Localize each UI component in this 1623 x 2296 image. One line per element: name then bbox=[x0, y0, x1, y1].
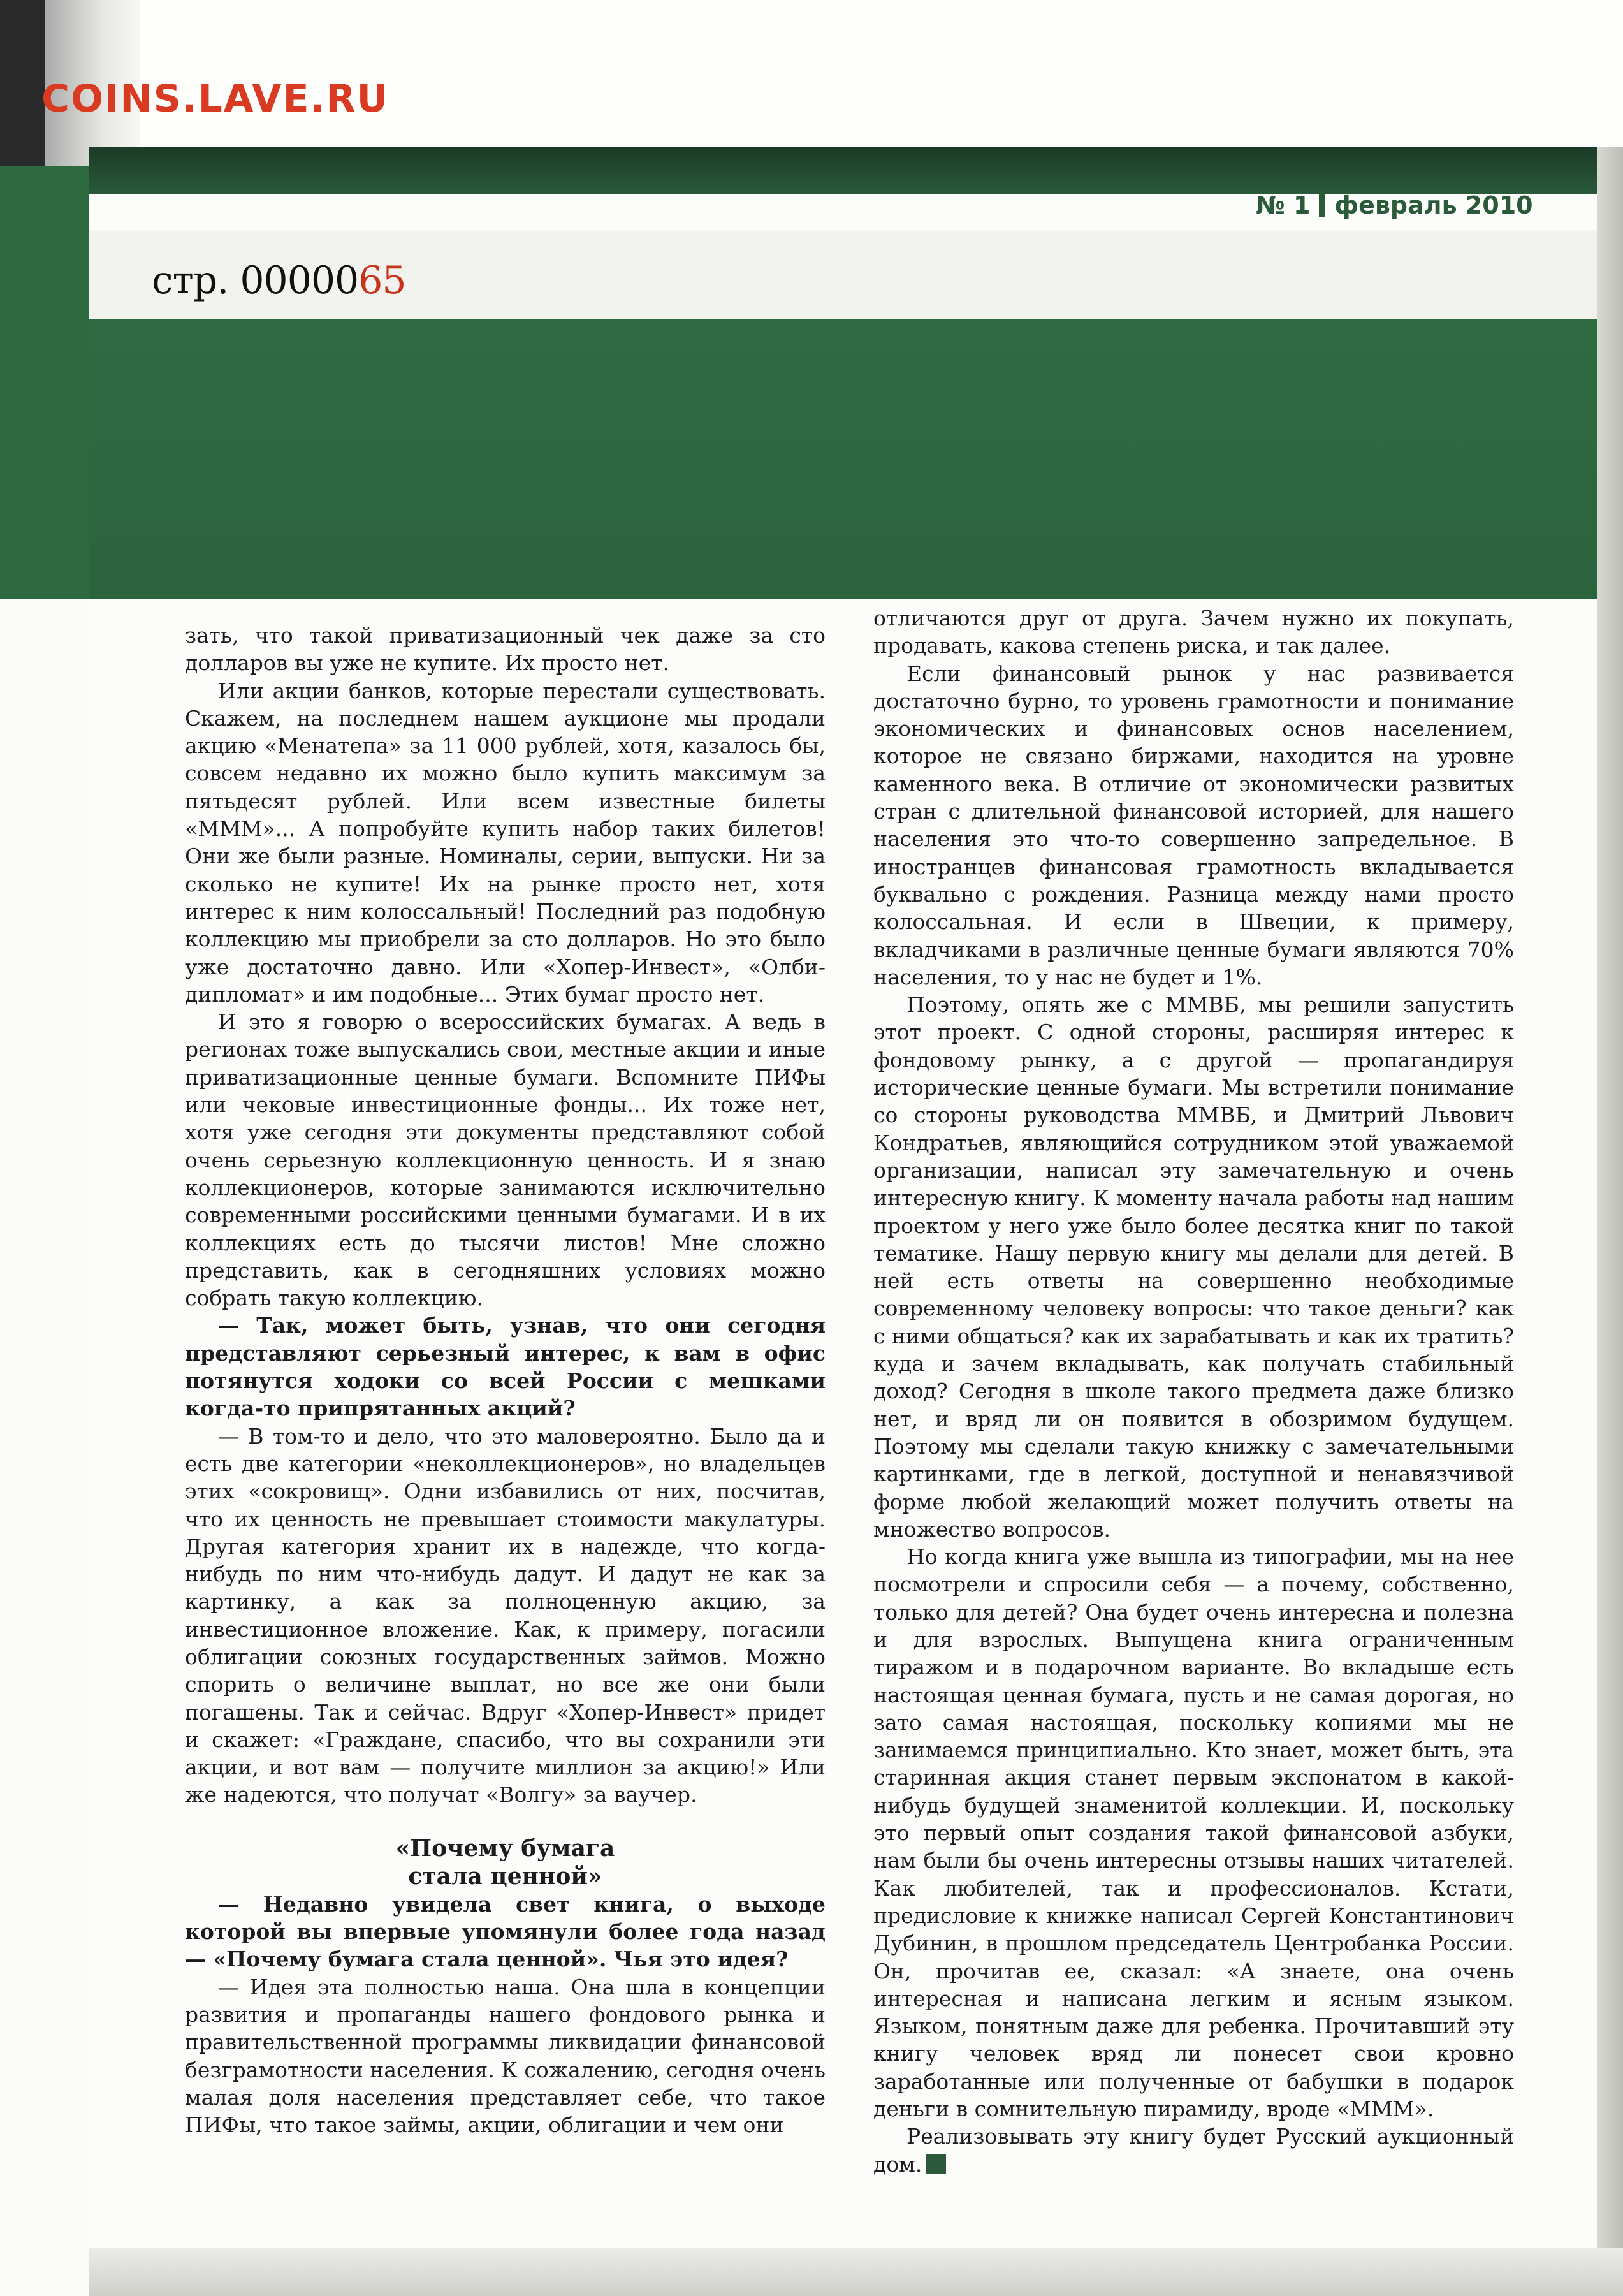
interview-question: — Недавно увидела свет книга, о выходе которой вы впервые упомянули более года назад — «Почему бумага стала ценной». Чья это идея? bbox=[185, 1891, 826, 1972]
page-right-edge bbox=[1597, 147, 1623, 2296]
top-page-strip bbox=[89, 147, 1623, 194]
issue-number: № 1 bbox=[1256, 191, 1311, 219]
paragraph: Поэтому, опять же с ММВБ, мы решили запустить этот проект. С одной стороны, расширяя интерес к фондовому рынку, а с другой — пропагандируя исторические ценные бумаги. Мы встретили понимание со стороны руководства ММВБ, и Дмитрий Львович Кондратьев, являющийся сотрудником этой уважаемой организации, написал эту замечательную и очень интересную книгу. К моменту начала работы над нашим проектом у него уже было более десятка книг по такой тематике. Нашу первую книгу мы делали для детей. В ней есть ответы на совершенно необходимые современному человеку вопросы: что такое деньги? как с ними общаться? как их зарабатывать и как их тратить? куда и зачем вкладывать, как получать стабильный доход? Сегодня в школе такого предмета даже близко нет, и вряд ли он появится в обозримом будущем. Поэтому мы сделали такую книжку с замечательными картинками, где в легкой, доступной и ненавязчивой форме любой желающий может получить ответы на множество вопросов. bbox=[873, 992, 1514, 1542]
paragraph: — В том-то и дело, что это маловероятно. Было да и есть две категории «неколлекционеров», но владельцев этих «сокровищ». Одни избавились от них, посчитав, что их ценность не превышает стоимости макулатуры. Другая категория хранит их в надежде, что когда-нибудь по ним что-нибудь дадут. И дадут не как за картинку, а как за полноценную акцию, за инвестиционное вложение. Как, к примеру, погасили облигации союзных государственных займов. Можно спорить о величине выплат, но все же они были погашены. Так и сейчас. Вдруг «Хопер-Инвест» придет и скажет: «Граждане, спасибо, что вы сохранили эти акции, и вот вам — получите миллион за акцию!» Или же надеются, что получат «Волгу» за ваучер. bbox=[185, 1423, 826, 1808]
interview-question: — Так, может быть, узнав, что они сегодня представляют серьезный интерес, к вам в офис потянутся ходоки со всей России с мешками когда-то припрятанных акций? bbox=[185, 1313, 826, 1421]
section-heading bbox=[185, 1834, 826, 1890]
paragraph: отличаются друг от друга. Зачем нужно их покупать, продавать, какова степень риска, и так далее. bbox=[873, 606, 1514, 659]
green-header-band bbox=[89, 319, 1623, 599]
section-heading-line: стала ценной» bbox=[408, 1862, 602, 1890]
paragraph: — Идея эта полностью наша. Она шла в концепции развития и пропаганды нашего фондового рынка и правительственной программы ликвидации финансовой безграмотности населения. К сожалению, сегодня очень малая доля населения представляет себе, что такое ПИФы, что такое займы, акции, облигации и чем они bbox=[185, 1974, 826, 2138]
issue-info bbox=[1256, 191, 1533, 219]
paragraph: зать, что такой приватизационный чек даже за сто долларов вы уже не купите. Их просто нет. bbox=[185, 623, 826, 676]
page-number-prefix: стр. 00000 bbox=[152, 258, 359, 303]
closing-text: Реализовывать эту книгу будет Русский аукционный дом. bbox=[873, 2124, 1514, 2177]
paragraph: Или акции банков, которые перестали существовать. Скажем, на последнем нашем аукционе мы продали акцию «Менатепа» за 11 000 рублей, хотя, казалось бы, совсем недавно их можно было купить максимум за пятьдесят рублей. Или всем известные билеты «МММ»... А попробуйте купить набор таких билетов! Они же были разные. Номиналы, серии, выпуски. Ни за сколько не купите! Их на рынке просто нет, хотя интерес к ним колоссальный! Последний раз подобную коллекцию мы приобрели за сто долларов. Но это было уже достаточно давно. Или «Хопер-Инвест», «Олби-дипломат» и им подобные... Этих бумаг просто нет. bbox=[185, 678, 826, 1007]
article-column-right bbox=[873, 604, 1514, 2178]
paragraph: Если финансовый рынок у нас развивается достаточно бурно, то уровень грамотности и понимание экономических и финансовых основ населением, которое не связано биржами, находится на уровне каменного века. В отличие от экономически развитых стран с длительной финансовой историей, для нашего населения это что-то совершенно запредельное. В иностранцев финансовая грамотность вкладывается буквально с рождения. Разница между нами просто колоссальная. И если в Швеции, к примеру, вкладчиками в различные ценные бумаги являются 70% населения, то у нас не будет и 1%. bbox=[873, 661, 1514, 990]
issue-separator bbox=[1319, 192, 1325, 217]
paragraph: И это я говорю о всероссийских бумагах. А ведь в регионах тоже выпускались свои, местные акции и иные приватизационные ценные бумаги. Вспомните ПИФы или чековые инвестиционные фонды... Их тоже нет, хотя уже сегодня эти документы представляют собой очень серьезную коллекционную ценность. И я знаю коллекционеров, которые занимаются исключительно современными российскими ценными бумагами. И в их коллекциях есть до тысячи листов! Мне сложно представить, как в сегодняшних условиях можно собрать такую коллекцию. bbox=[185, 1009, 826, 1311]
closing-paragraph bbox=[873, 2123, 1514, 2178]
page-number bbox=[152, 258, 406, 303]
section-heading-line: «Почему бумага bbox=[395, 1834, 615, 1862]
watermark: COINS.LAVE.RU bbox=[41, 77, 389, 121]
page-number-value: 65 bbox=[358, 258, 406, 303]
article-column-left bbox=[185, 622, 826, 2139]
page-bottom-edge bbox=[89, 2248, 1623, 2296]
issue-date: февраль 2010 bbox=[1334, 191, 1533, 219]
paragraph: Но когда книга уже вышла из типографии, мы на нее посмотрели и спросили себя — а почему, собственно, только для детей? Она будет очень интересна и полезна и для взрослых. Выпущена книга ограниченным тиражом и в подарочном варианте. Во вкладыше есть настоящая ценная бумага, пусть и не самая дорогая, но зато самая настоящая, поскольку копиями мы не занимаемся принципиально. Кто знает, может быть, эта старинная акция станет первым экспонатом в какой-нибудь будущей знаменитой коллекции. И, поскольку это первый опыт создания такой финансовой азбуки, нам были бы очень интересны отзывы наших читателей. Как любителей, так и профессионалов. Кстати, предисловие к книжке написал Сергей Константинович Дубинин, в прошлом председатель Центробанка России. Он, прочитав ее, сказал: «А знаете, она очень интересная и написана легким и ясным языком. Языком, понятным даже для ребенка. Прочитавший эту книгу человек вряд ли понесет свои кровно заработанные или полученные от бабушки в подарок деньги в сомнительную пирамиду, вроде «МММ». bbox=[873, 1544, 1514, 2122]
end-of-article-mark bbox=[926, 2154, 946, 2174]
